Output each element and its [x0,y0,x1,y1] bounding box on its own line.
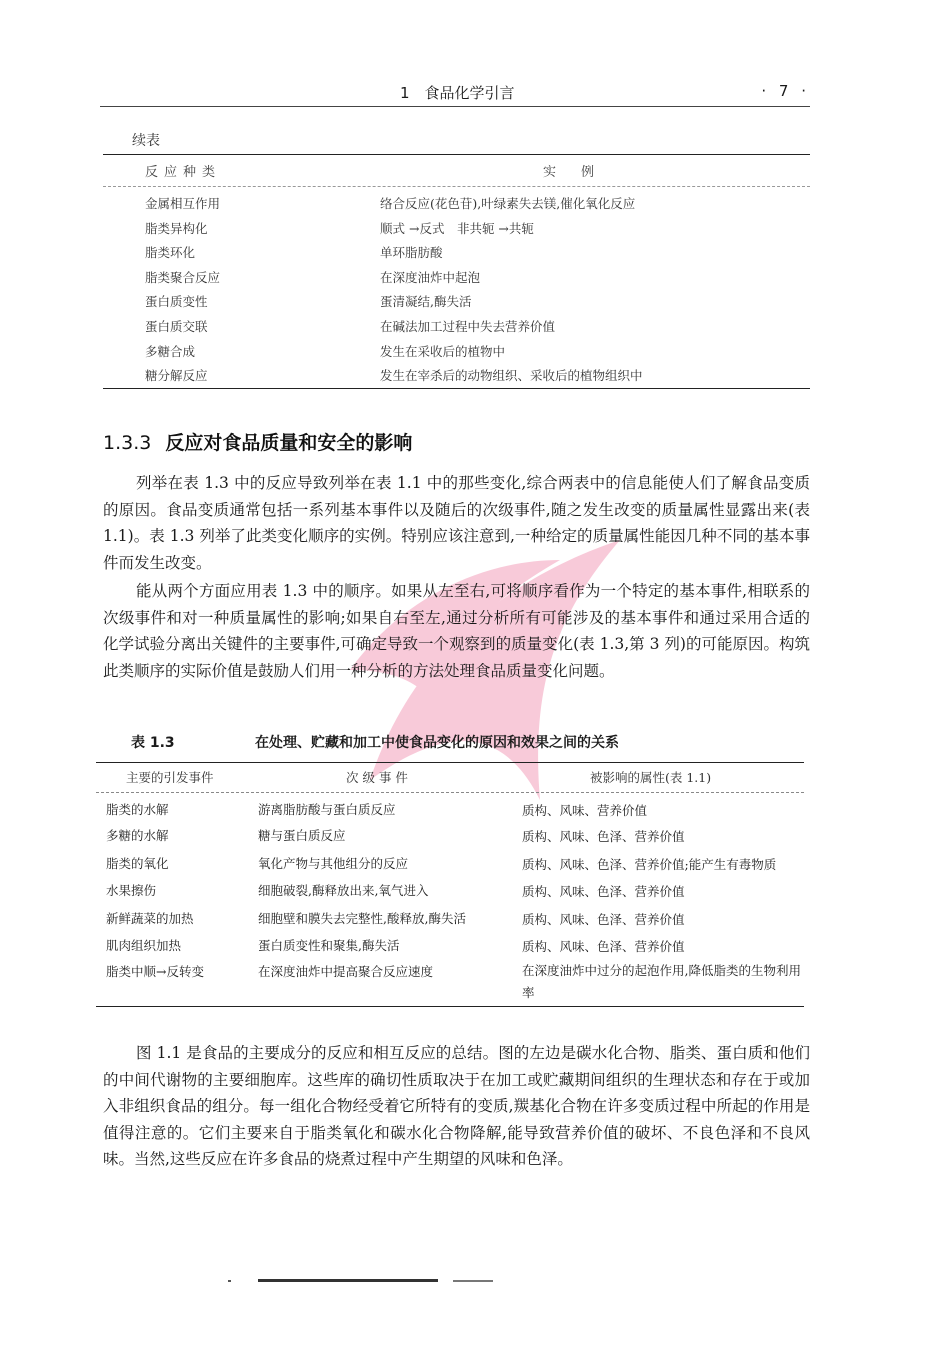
table-row [103,268,810,292]
table-number: 表 1.3 [131,735,175,751]
table-cell: 细胞壁和膜失去完整性,酸释放,酶失活 [258,911,466,926]
table-cell: 单环脂肪酸 [380,245,443,260]
table-cell: 氧化产物与其他组分的反应 [258,856,409,871]
table-cell: 质构、风味、色泽、营养价值 [522,912,685,927]
table-cell: 蛋白质变性和聚集,酶失活 [258,938,400,953]
table-row [103,243,810,267]
table-cell: 脂类异构化 [145,221,208,236]
table-row [103,292,810,316]
body-paragraph: 能从两个方面应用表 1.3 中的顺序。如果从左至右,可将顺序看作为一个特定的基本事件,相联系的次级事件和对一种质量属性的影响;如果自右至左,通过分析所有可能涉及的基本事件和通过采用合适的化学试验分离出关键件的主要事件,可确定导致一个观察到的质量变化(表 1.3,第 3 列)的可能原因。构筑此类顺序的实际价值是鼓励人们用一种分析的方法处理食品质量变化问题。 [103,582,810,680]
table-rule [103,154,810,155]
table-rule [96,792,804,793]
table-title: 在处理、贮藏和加工中使食品变化的原因和效果之间的关系 [255,735,619,751]
running-header [100,82,810,104]
table-cell: 在深度油炸中提高聚合反应速度 [258,964,434,979]
table-cell: 顺式 →反式 非共轭 →共轭 [380,221,534,236]
table-row [103,219,810,243]
body-paragraph: 列举在表 1.3 中的反应导致列举在表 1.1 中的那些变化,综合两表中的信息能使人们了解食品变质的原因。食品变质通常包括一系列基本事件以及随后的次级事件,随之发生改变的质量属性显露出来(表 1.1)。表 1.3 列举了此类变化顺序的实例。特别应该注意到,一种给定的质量属性能因几种不同的基本事件而发生改变。 [103,474,810,572]
table-cell: 蛋白质交联 [145,319,208,334]
table-row [103,194,810,218]
header-rule [100,106,810,107]
table-cell: 游离脂肪酸与蛋白质反应 [258,802,396,817]
table-cell: 肌肉组织加热 [106,938,182,953]
table-cell: 络合反应(花色苷),叶绿素失去镁,催化氧化反应 [380,196,636,211]
table-cell: 糖分解反应 [145,368,208,383]
column-header-reaction-type: 反应种类 [145,165,222,180]
table-cell: 水果擦伤 [106,883,157,898]
table-cell: 金属相互作用 [145,196,221,211]
table-row [103,317,810,341]
table-cell: 细胞破裂,酶释放出来,氧气进入 [258,883,429,898]
column-header-primary-event: 主要的引发事件 [126,770,214,785]
table-cell: 在碱法加工过程中失去营养价值 [380,319,556,334]
table-cell: 质构、风味、色泽、营养价值 [522,829,685,844]
table-cell: 在深度油炸中过分的起泡作用,降低脂类的生物利用率 [522,963,801,1000]
table-cell: 多糖合成 [145,344,196,359]
table-rule [96,1006,804,1007]
chapter-title: 1 食品化学引言 [400,84,515,102]
table-cell: 蛋白质变性 [145,294,208,309]
scan-marks [228,1278,498,1284]
column-header-secondary-event: 次 级 事 件 [346,770,408,785]
table-cell: 多糖的水解 [106,828,169,843]
table-row [103,366,810,390]
table-cell: 质构、风味、色泽、营养价值 [522,939,685,954]
table-rule [103,186,810,187]
table-rule [96,762,804,763]
table-cell: 发生在采收后的植物中 [380,344,506,359]
table-cell: 脂类环化 [145,245,196,260]
table-cell: 脂类中顺→反转变 [106,964,204,979]
table-cell: 发生在宰杀后的动物组织、采收后的植物组织中 [380,368,643,383]
table-cell: 质构、风味、色泽、营养价值 [522,884,685,899]
table-cell: 脂类的水解 [106,802,169,817]
table-cell: 新鲜蔬菜的加热 [106,911,194,926]
table-rule [103,388,810,389]
table-cell: 蛋清凝结,酶失活 [380,294,472,309]
column-header-example: 实 例 [543,165,601,180]
table-cell: 糖与蛋白质反应 [258,828,346,843]
section-title: 反应对食品质量和安全的影响 [165,432,413,454]
section-number: 1.3.3 [103,432,152,454]
column-header-affected-attribute: 被影响的属性(表 1.1) [590,770,712,785]
table-cell: 质构、风味、色泽、营养价值;能产生有毒物质 [522,857,777,872]
table-cell: 在深度油炸中起泡 [380,270,481,285]
body-paragraph: 图 1.1 是食品的主要成分的反应和相互反应的总结。图的左边是碳水化合物、脂类、蛋白质和他们的中间代谢物的主要细胞库。这些库的确切性质取决于在加工或贮藏期间组织的生理状态和存在于或加入非组织食品的组分。每一组化合物经受着它所特有的变质,羰基化合物在许多变质过程中所起的作用是值得注意的。它们主要来自于脂类氧化和碳水化合物降解,能导致营养价值的破坏、不良色泽和不良风味。当然,这些反应在许多食品的烧煮过程中产生期望的风味和色泽。 [103,1044,810,1168]
table-cell: 脂类的氧化 [106,856,169,871]
page-number: · 7 · [761,82,810,100]
table-cell: 质构、风味、营养价值 [522,803,648,818]
table-cell: 脂类聚合反应 [145,270,221,285]
continued-table-label: 续表 [132,133,160,149]
section-heading [103,428,412,455]
table-row [103,342,810,366]
